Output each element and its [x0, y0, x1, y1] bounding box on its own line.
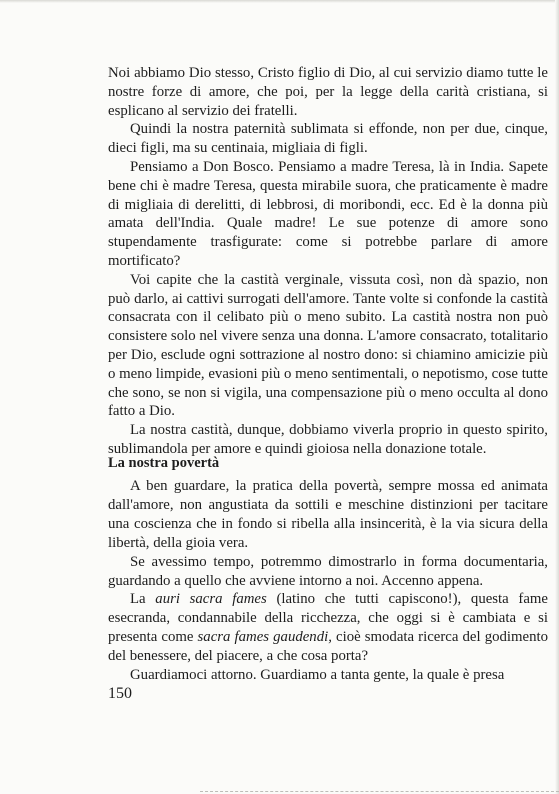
paragraph: Noi abbiamo Dio stesso, Cristo figlio di Dio, al cui servizio diamo tutte le nostre forze di amore, che poi, per la legge della carità cristiana, si esplicano al servizio dei fratelli.	[108, 65, 548, 119]
section-text-block	[108, 477, 548, 685]
page-number: 150	[108, 685, 132, 702]
main-text-block	[108, 64, 548, 459]
page-edge-bottom	[200, 790, 559, 792]
paragraph: Guardiamoci attorno. Guardiamo a tanta gente, la quale è presa	[130, 667, 505, 684]
latin-phrase: auri sacra fames	[155, 591, 267, 608]
paragraph: A ben guardare, la pratica della povertà, sempre mossa ed animata dall'amore, non angustiata da sottili e meschine distinzioni per tacitare una coscienza che in fondo si ribella alla insincerità, è la via sicura della libertà, della gioia vera.	[108, 478, 548, 551]
text-run: La	[130, 591, 156, 608]
latin-phrase: sacra fames gaudendi,	[197, 629, 332, 646]
text-run: (latino che tutti capiscono!), questa fame esecranda, condannabile della ricchezza, che oggi si è cambiata e si presenta come	[108, 591, 548, 646]
paragraph: Voi capite che la castità verginale, vissuta così, non dà spazio, non può darlo, ai cattivi surrogati dell'amore. Tante volte si confonde la castità consacrata con il celibato più o meno subito. La castità nostra non può consistere solo nel vivere senza una donna. L'amore consacrato, totalitario per Dio, esclude ogni sottrazione al nostro dono: si chiamino amicizie più o meno limpide, evasioni più o meno sentimentali, o nepotismo, cose tutte che sono, se non si vigila, una compensazione più o meno occulta al dono fatto a Dio.	[108, 271, 548, 420]
page-edge-top	[0, 0, 559, 3]
paragraph: Se avessimo tempo, potremmo dimostrarlo in forma documentaria, guardando a quello che avviene intorno a noi. Accenno appena.	[108, 553, 548, 589]
page-edge-right	[555, 0, 559, 794]
text-run: cioè smodata ricerca del godimento del benessere, del piacere, a che cosa porta?	[108, 629, 548, 665]
paragraph: La nostra castità, dunque, dobbiamo viverla proprio in questo spirito, sublimandola per amore e quindi gioiosa nella donazione totale.	[108, 422, 548, 457]
paragraph: Pensiamo a Don Bosco. Pensiamo a madre Teresa, là in India. Sapete bene chi è madre Teresa, questa mirabile suora, che praticamente è madre di migliaia di derelitti, di lebbrosi, di moribondi, ecc. Ed è la donna più amata dell'India. Quale madre! Le sue potenze di amore sono stupendamente trasfigurate: come si potrebbe parlare di amore mortificato?	[108, 158, 548, 269]
paragraph	[108, 590, 548, 666]
paragraph: Quindi la nostra paternità sublimata si effonde, non per due, cinque, dieci figli, ma su centinaia, migliaia di figli.	[108, 121, 548, 157]
section-heading: La nostra povertà	[108, 455, 220, 471]
